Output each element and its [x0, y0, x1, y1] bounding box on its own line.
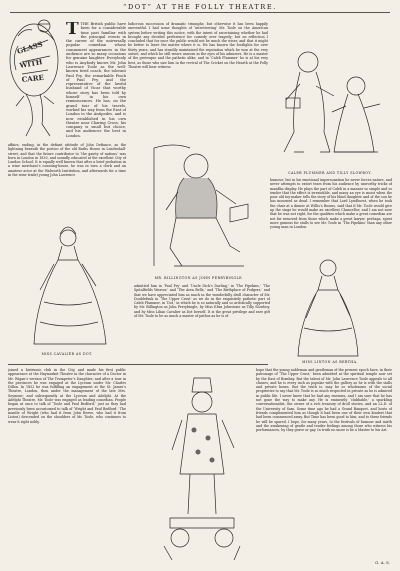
article-text-col1-bottom: affairs, ending, in the defiant attitude of John Defiance, as the lightning beneath the portico of the old Baths House in Leadenhall-street; and that the future contributor to ‘the gaiety of nations’ was born in London in 1830, and soundly educated at the excellent City of London School. It is equally well known that after a brief probation in a wine merchant’s counting-house, he was in turn a clerk and an amateur actor at the Walworth Institution, and afterwards for a time in the wine trade) young John Lawrence	[8, 143, 126, 178]
glasses-placard-illustration	[4, 16, 66, 138]
article-text-col3: humour; but in his emotional impersonation he never forces nature, and never attempts to extort tears from his audience by unworthy tricks of maudlin display. He plays the part of Caleb in a manner so simple and so tender that the effect is irresistible, and many an eye is moist when the poor old toy-maker tells the story of his blind daughter and of the son he has mourned as dead. I remember that Lord Lyndhurst, when he took the chair at a dinner at Willis’s Rooms, said that if Mr. Toole would give up the stage he would make an excellent Chancellor; and I am not sure that he was not right, for the qualities which make a great comedian are not far removed from those which make a great lawyer. perhaps, spent more guineas for stalls to see Mr. Toole in ‘The Pipekins’ than any other young man in London.	[270, 178, 392, 230]
svg-text:CARE: CARE	[21, 72, 45, 84]
article-text-col2: ludicrous succession of dramatic triumphs; but otherwise it has been happily uneventful. I had some thoughts of ‘interviewing’ Mr. Toole on the American system before writing this notice, with the intent of ascertaining whether he had brought any decided preference for comedy over tragedy; but on reflection I concluded that for once the public would not be much the wiser, and that it might be better to leave the matter where it is. He has known the footlights for over thirty years, and has steadily maintained the reputation which he won at the very outset, and which he still wears unworn in the eyes of his admirers. He is a master of the grotesque and the pathetic alike, and in ‘Caleb Plummer’ he is at his very best, as those who saw him in the revival of The Cricket on the Hearth at the Folly Theatre will bear witness.	[128, 22, 268, 69]
billington-illustration	[134, 138, 264, 276]
article-text-col1-top: TTHE British public have been for a considerable time past familiar with the principal events in the career of the universally popular comedian whose commonest appearances in the audience are so many occasions for genuine laughter. Everybody who is Anybody knows Mr. John Lawrence Toole as the well-known tired coach, the tolerant Paul Pry, the remarkable Pinch of Paul Pry, and the representative of the lawful husband of Vicar that worthy whose story has been told by himself in his own reminiscences. He has, on the grand tour of his travels, worked his way from the East of London to the Antipodes, and is now established in his own theatre near Charing Cross; his company is small but choice, and his audiences the best in London.	[66, 22, 126, 138]
toy-figure-illustration	[160, 368, 244, 568]
linton-illustration	[286, 256, 370, 360]
cavalier-illustration	[24, 222, 114, 352]
section-rule	[8, 364, 268, 365]
caption-cavalier: MISS CAVALIER AS DOT.	[41, 352, 93, 356]
page-header: “DOT” AT THE FOLLY THEATRE.	[123, 3, 277, 11]
article-text-col4: joined a histrionic club in the City, and made his first public appearance at the Haymarket Theatre in the character of a Doctor in Mr. Wigan’s version of The Trumpeter’s Daughter; and after a tour in the provinces he was engaged at the Lyceum under Mr. Charles Dillon. In 1852 he was fulfilling an engagement at the St. James’s Theatre, London, then under the management of the late Mrs. Seymour; and subsequently at the Lyceum and Adelphi. At the Adelphi Theatre, Mr. Toole was engaged as leading comedian. People began at once to talk of ‘Toole and Paul Bedford,’ just as they had previously been accustomed to talk of ‘Wright and Paul Bedford.’ The mantle of Wright (who had it from John Reeve, who had it from Liston) descended on the shoulders of Mr. Toole, who continues to wear it right nobly.	[8, 368, 126, 424]
drop-cap: T	[66, 22, 79, 39]
header-rule	[10, 12, 390, 13]
caption-billington: MR. BILLINGTON AS JOHN PERRYBINGLE.	[154, 276, 244, 280]
article-text-col5: admitted him in ‘Paul Pry’ and ‘Uncle Dick’s Darling,’ in ‘The Pipekins,’ ‘The Spitalfields Weaver,’ and ‘The Area Belle,’ and ‘The Birthplace of Podgers,’ and that we have appreciated him as much in the wonderfully droll character of Mr. Doublefunk in ‘The Upper Crust’ as we do in the exquisitely pathetic part of Caleb Plummer, in ‘Dot,’ in which he is so naturally and so artistically supported by Mr. Billington as John Perrybingle, by Miss Eliza Johnstone as Tilly Slowboy, and by Miss Lilian Cavalier as Dot herself. It is the great privilege and rare gift of Mr. Toole to be as much a master of pathos as he is of	[134, 284, 270, 319]
svg-text:GLASS: GLASS	[15, 39, 44, 56]
caption-plummer-slowboy: CALEB PLUMMER AND TILLY SLOWBOY.	[288, 171, 372, 175]
author-signature: G. A. S.	[375, 560, 390, 565]
plummer-slowboy-illustration	[270, 28, 390, 168]
svg-text:WITH: WITH	[18, 57, 43, 70]
article-text-col6: hope that the young nobleman and gentleman of the present epoch have, in their patronage of ‘The Upper Crust,’ been admitted at the spiritual temple now set by the East of Bombay. But the talent of Mr. John Lawrence Toole appeals to all classes; and he is every inch as popular with the gallery as he is with the stalls and private boxes. But the truth is, may be so wholesome of the social proprieties to say that Mr. Toole is so much respected in private as he is admired in public life. I never knew that he had any enemies, and I am sure that he has not gone the way to make any. He is eminently ‘clubbable,’ a sparkling conversationalist, the owner of a rich treasury of droll stories, and an LL.D. of the University of Sam. Some time ago he had a Grand Banquet, and hosts of friends complimented him as though it had been one of their own kindest that had been commenced away. But Time has been good to him; and to these friends he will be spared, I hope, for many years, to the festivals of humour and mirth and the awakening of gentle and tender feelings among those who witness his performances, by they grave or gay. In truth no more is he a Master to his Art.	[256, 368, 392, 433]
caption-linton: MISS LINTON AS BERTHA.	[302, 360, 358, 364]
